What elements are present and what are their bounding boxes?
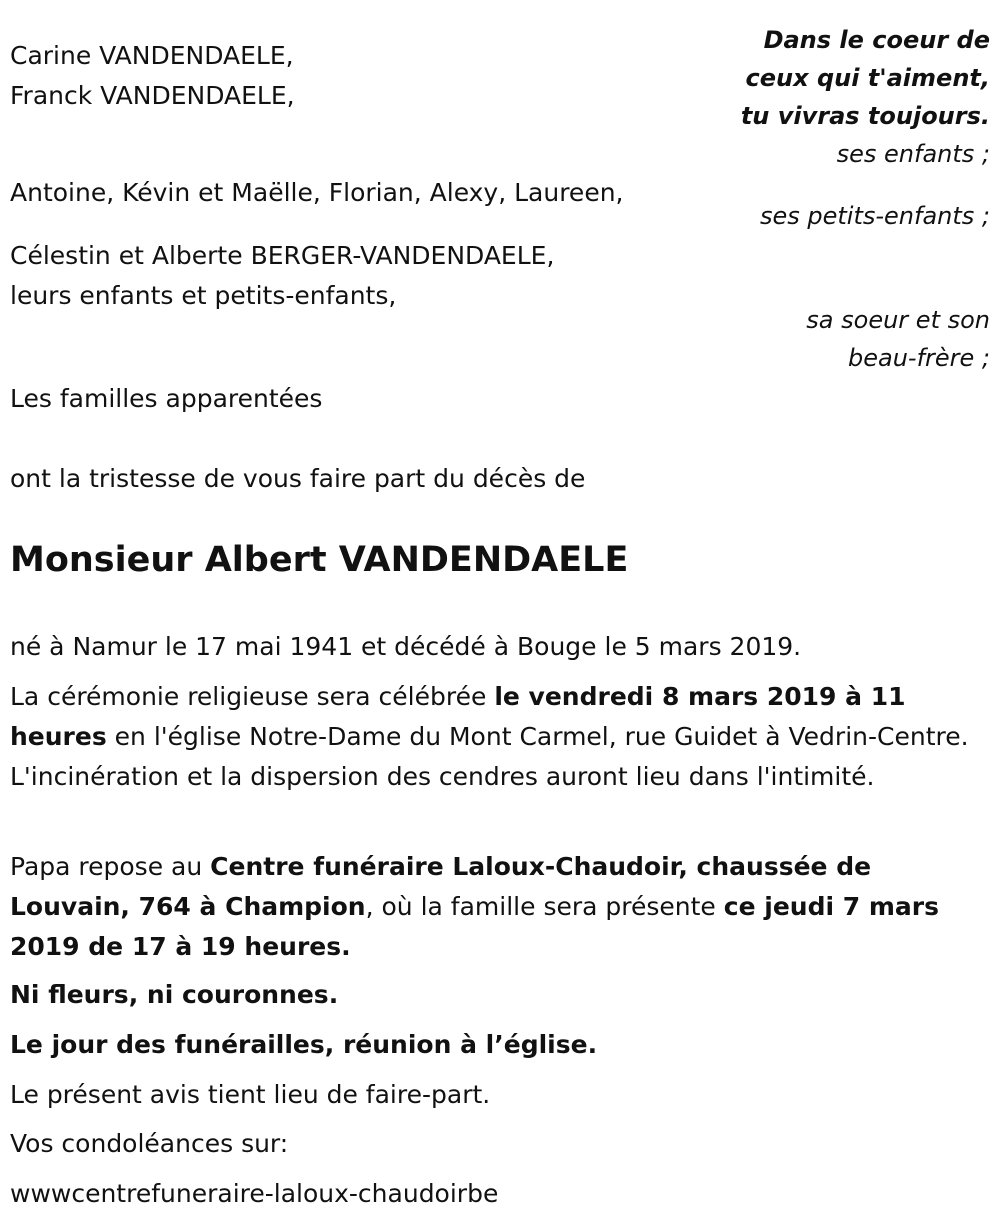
- repose-time: ce jeudi 7 mars 2019 de 17 à 19 heures.: [10, 892, 939, 961]
- children-names: [10, 36, 295, 116]
- sister-names: [10, 236, 554, 316]
- relation-sister-line-1: sa soeur et son: [806, 306, 990, 334]
- child-name-2: Franck VANDENDAELE,: [10, 81, 295, 110]
- verse-line-1: Dans le coeur de: [763, 26, 990, 54]
- related-families: Les familles apparentées: [10, 384, 323, 413]
- website-link[interactable]: wwwcentrefuneraire-laloux-chaudoirbe: [10, 1179, 499, 1208]
- ceremony-intro: La cérémonie religieuse sera célébrée: [10, 682, 495, 711]
- relation-grandchildren: ses petits-enfants ;: [759, 202, 990, 230]
- memorial-verse: [741, 21, 990, 135]
- relation-sister-line-2: beau-frère ;: [847, 344, 990, 372]
- announcement-text: ont la tristesse de vous faire part du décès de: [10, 464, 586, 493]
- ceremony-paragraph: [10, 677, 995, 797]
- condolences-label: Vos condoléances sur:: [10, 1129, 289, 1158]
- child-name-1: Carine VANDENDAELE,: [10, 41, 294, 70]
- repose-paragraph: [10, 847, 995, 967]
- verse-line-3: tu vivras toujours.: [740, 102, 990, 130]
- sister-name-line: Célestin et Alberte BERGER-VANDENDAELE,: [10, 241, 555, 270]
- sister-family-line: leurs enfants et petits-enfants,: [10, 281, 397, 310]
- gathering-text: Le jour des funérailles, réunion à l’église.: [10, 1030, 598, 1059]
- relation-sister: [806, 301, 990, 377]
- grandchildren-names: Antoine, Kévin et Maëlle, Florian, Alexy, Laureen,: [10, 178, 624, 207]
- relation-children: ses enfants ;: [836, 140, 990, 168]
- repose-place: Centre funéraire Laloux-Chaudoir, chaussée de Louvain, 764 à Champion: [10, 852, 872, 921]
- ceremony-details: en l'église Notre-Dame du Mont Carmel, rue Guidet à Vedrin-Centre. L'incinération et la dispersion des cendres auront lieu dans l'intimité.: [10, 722, 969, 791]
- deceased-name: Monsieur Albert VANDENDAELE: [10, 540, 629, 580]
- repose-intro: Papa repose au: [10, 852, 211, 881]
- ceremony-date: le vendredi 8 mars 2019 à 11 heures: [10, 682, 906, 751]
- no-flowers-text: Ni fleurs, ni couronnes.: [10, 980, 339, 1009]
- birth-death-text: né à Namur le 17 mai 1941 et décédé à Bouge le 5 mars 2019.: [10, 632, 802, 661]
- verse-line-2: ceux qui t'aiment,: [745, 64, 990, 92]
- notice-text: Le présent avis tient lieu de faire-part.: [10, 1080, 491, 1109]
- repose-middle: , où la famille sera présente: [365, 892, 724, 921]
